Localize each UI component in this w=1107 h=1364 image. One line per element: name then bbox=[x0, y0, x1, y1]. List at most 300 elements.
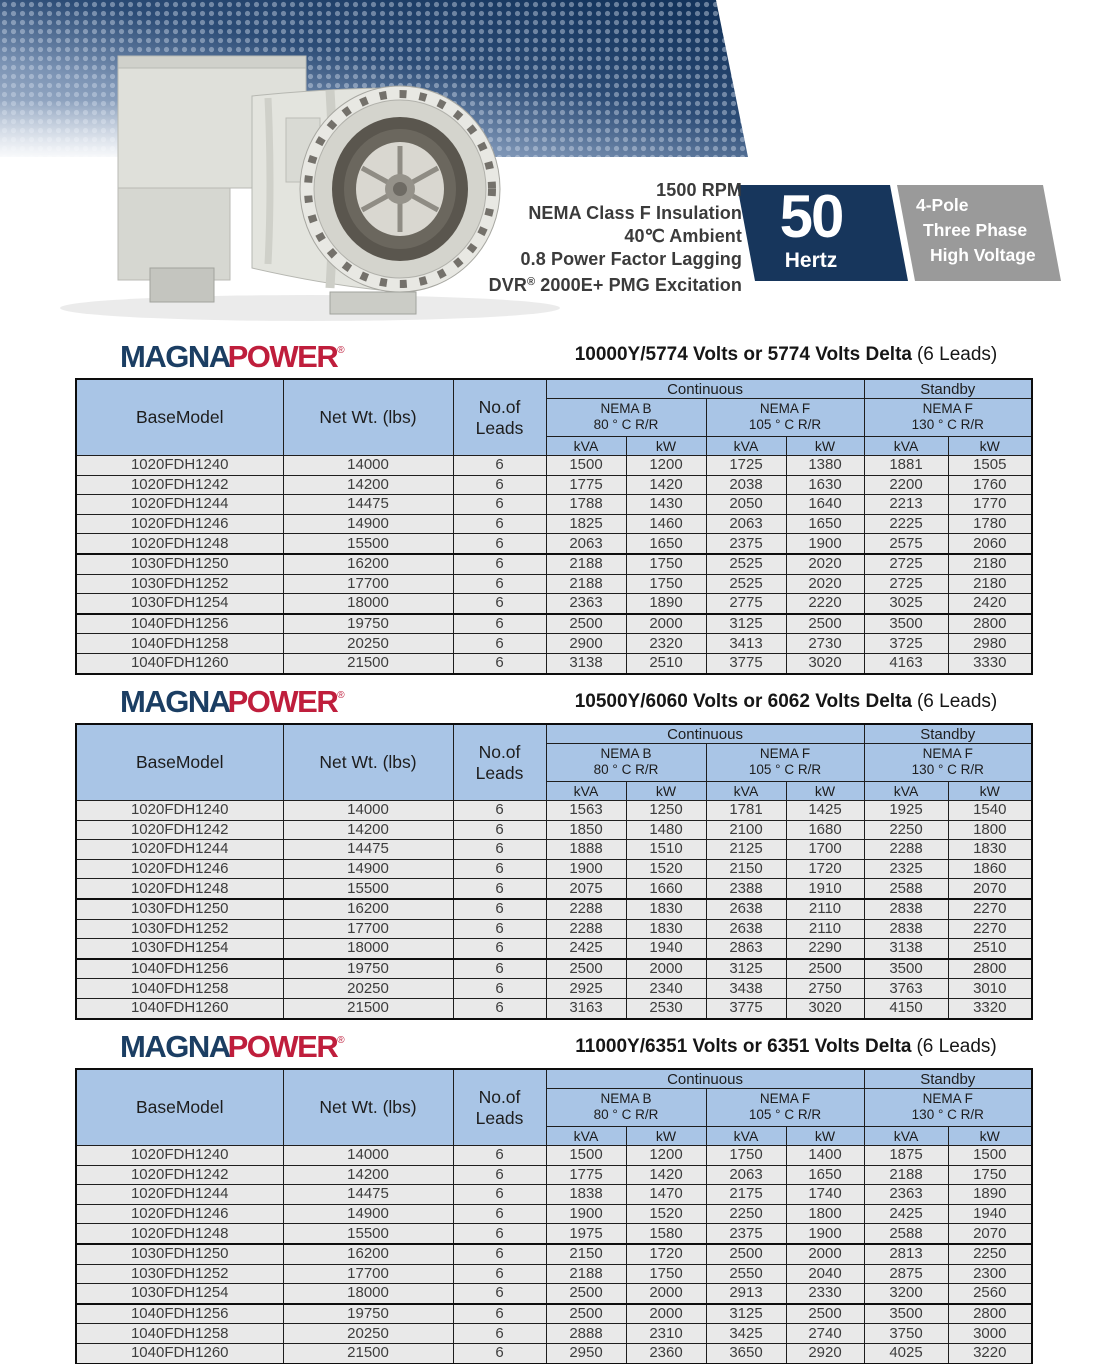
leads-cell: 6 bbox=[453, 1284, 546, 1304]
kw-cell: 2300 bbox=[948, 1264, 1032, 1284]
table-row bbox=[76, 594, 1032, 614]
net-wt-cell: 14000 bbox=[283, 801, 453, 821]
col-header-kw: kW bbox=[948, 781, 1032, 800]
col-header-kva: kVA bbox=[706, 781, 786, 800]
kw-cell: 2420 bbox=[948, 594, 1032, 614]
kw-cell: 1540 bbox=[948, 801, 1032, 821]
col-header-continuous: Continuous bbox=[546, 379, 864, 399]
col-header-standby: Standby bbox=[864, 1069, 1032, 1089]
leads-cell: 6 bbox=[453, 534, 546, 554]
base-model-cell: 1040FDH1260 bbox=[76, 1343, 283, 1363]
spec-table bbox=[75, 378, 1033, 675]
kva-cell: 3763 bbox=[864, 979, 948, 999]
kw-cell: 1750 bbox=[948, 1165, 1032, 1185]
table-row bbox=[76, 959, 1032, 979]
table-row bbox=[76, 1324, 1032, 1344]
col-header-standby: Standby bbox=[864, 379, 1032, 399]
table-row bbox=[76, 1304, 1032, 1324]
kw-cell: 2000 bbox=[626, 1304, 706, 1324]
kva-cell: 2500 bbox=[706, 1244, 786, 1264]
table-row bbox=[76, 456, 1032, 476]
leads-cell: 6 bbox=[453, 1304, 546, 1324]
kw-cell: 1940 bbox=[948, 1204, 1032, 1224]
kw-cell: 1750 bbox=[626, 554, 706, 574]
leads-cell: 6 bbox=[453, 1146, 546, 1166]
kva-cell: 2225 bbox=[864, 514, 948, 534]
kw-cell: 1740 bbox=[786, 1185, 864, 1205]
leads-cell: 6 bbox=[453, 998, 546, 1018]
col-header-nema-b: NEMA B 80 ° C R/R bbox=[546, 744, 706, 781]
kw-cell: 1470 bbox=[626, 1185, 706, 1205]
logo-registered-icon: ® bbox=[337, 690, 345, 701]
kw-cell: 2560 bbox=[948, 1284, 1032, 1304]
kva-cell: 2875 bbox=[864, 1264, 948, 1284]
spec-line-ambient: 40℃ Ambient bbox=[624, 226, 742, 246]
col-header-kw: kW bbox=[786, 781, 864, 800]
base-model-cell: 1030FDH1250 bbox=[76, 1244, 283, 1264]
base-model-cell: 1020FDH1242 bbox=[76, 820, 283, 840]
base-model-cell: 1030FDH1252 bbox=[76, 919, 283, 939]
net-wt-cell: 14000 bbox=[283, 456, 453, 476]
base-model-cell: 1030FDH1252 bbox=[76, 1264, 283, 1284]
kw-cell: 1680 bbox=[786, 820, 864, 840]
kva-cell: 1788 bbox=[546, 495, 626, 515]
kw-cell: 2340 bbox=[626, 979, 706, 999]
kva-cell: 2325 bbox=[864, 859, 948, 879]
kva-cell: 2375 bbox=[706, 534, 786, 554]
net-wt-cell: 16200 bbox=[283, 554, 453, 574]
kva-cell: 3500 bbox=[864, 959, 948, 979]
kva-cell: 2525 bbox=[706, 554, 786, 574]
kva-cell: 1500 bbox=[546, 456, 626, 476]
leads-cell: 6 bbox=[453, 456, 546, 476]
table-row bbox=[76, 939, 1032, 959]
net-wt-cell: 17700 bbox=[283, 1264, 453, 1284]
base-model-cell: 1020FDH1240 bbox=[76, 1146, 283, 1166]
kw-cell: 2500 bbox=[786, 1304, 864, 1324]
table-row bbox=[76, 514, 1032, 534]
base-model-cell: 1040FDH1258 bbox=[76, 979, 283, 999]
kw-cell: 3010 bbox=[948, 979, 1032, 999]
kva-cell: 2588 bbox=[864, 1224, 948, 1244]
table-row bbox=[76, 919, 1032, 939]
logo-power: POWER bbox=[227, 684, 338, 719]
net-wt-cell: 14900 bbox=[283, 859, 453, 879]
kva-cell: 3138 bbox=[546, 653, 626, 673]
net-wt-cell: 19750 bbox=[283, 1304, 453, 1324]
kva-cell: 2188 bbox=[546, 574, 626, 594]
col-header-kw: kW bbox=[786, 436, 864, 455]
table-row bbox=[76, 979, 1032, 999]
col-header-kva: kVA bbox=[864, 1126, 948, 1145]
net-wt-cell: 21500 bbox=[283, 653, 453, 673]
leads-cell: 6 bbox=[453, 1324, 546, 1344]
kva-cell: 2288 bbox=[864, 840, 948, 860]
kw-cell: 1900 bbox=[786, 534, 864, 554]
kw-cell: 2060 bbox=[948, 534, 1032, 554]
kw-cell: 1770 bbox=[948, 495, 1032, 515]
kva-cell: 2550 bbox=[706, 1264, 786, 1284]
kva-cell: 1775 bbox=[546, 475, 626, 495]
kva-cell: 3125 bbox=[706, 959, 786, 979]
col-header-base-model: BaseModel bbox=[76, 724, 283, 801]
net-wt-cell: 16200 bbox=[283, 899, 453, 919]
base-model-cell: 1020FDH1244 bbox=[76, 1185, 283, 1205]
kva-cell: 2188 bbox=[864, 1165, 948, 1185]
base-model-cell: 1020FDH1246 bbox=[76, 1204, 283, 1224]
kva-cell: 2900 bbox=[546, 634, 626, 654]
kva-cell: 2775 bbox=[706, 594, 786, 614]
table-row bbox=[76, 1343, 1032, 1363]
kva-cell: 3650 bbox=[706, 1343, 786, 1363]
kw-cell: 2500 bbox=[786, 959, 864, 979]
kw-cell: 1640 bbox=[786, 495, 864, 515]
kw-cell: 1630 bbox=[786, 475, 864, 495]
kva-cell: 2213 bbox=[864, 495, 948, 515]
kw-cell: 2320 bbox=[626, 634, 706, 654]
leads-cell: 6 bbox=[453, 840, 546, 860]
kva-cell: 2150 bbox=[546, 1244, 626, 1264]
kw-cell: 2360 bbox=[626, 1343, 706, 1363]
kva-cell: 2500 bbox=[546, 1284, 626, 1304]
net-wt-cell: 19750 bbox=[283, 959, 453, 979]
col-header-kva: kVA bbox=[546, 781, 626, 800]
table-row bbox=[76, 1165, 1032, 1185]
kva-cell: 1975 bbox=[546, 1224, 626, 1244]
col-header-base-model: BaseModel bbox=[76, 1069, 283, 1146]
header-row-main bbox=[76, 1069, 1032, 1089]
kw-cell: 1760 bbox=[948, 475, 1032, 495]
leads-cell: 6 bbox=[453, 1343, 546, 1363]
table-row bbox=[76, 1204, 1032, 1224]
kva-cell: 1500 bbox=[546, 1146, 626, 1166]
kva-cell: 2125 bbox=[706, 840, 786, 860]
net-wt-cell: 14900 bbox=[283, 514, 453, 534]
kw-cell: 1500 bbox=[948, 1146, 1032, 1166]
base-model-cell: 1040FDH1256 bbox=[76, 1304, 283, 1324]
base-model-cell: 1040FDH1256 bbox=[76, 614, 283, 634]
kva-cell: 2838 bbox=[864, 919, 948, 939]
spec-table bbox=[75, 723, 1033, 1020]
kva-cell: 2500 bbox=[546, 614, 626, 634]
col-header-continuous: Continuous bbox=[546, 1069, 864, 1089]
kw-cell: 3020 bbox=[786, 998, 864, 1018]
kva-cell: 2200 bbox=[864, 475, 948, 495]
kw-cell: 3000 bbox=[948, 1324, 1032, 1344]
magnapower-logo bbox=[120, 334, 345, 374]
kva-cell: 3138 bbox=[864, 939, 948, 959]
kva-cell: 3775 bbox=[706, 653, 786, 673]
kw-cell: 2000 bbox=[626, 614, 706, 634]
table-row bbox=[76, 614, 1032, 634]
kva-cell: 1781 bbox=[706, 801, 786, 821]
net-wt-cell: 14475 bbox=[283, 1185, 453, 1205]
base-model-cell: 1020FDH1242 bbox=[76, 1165, 283, 1185]
base-model-cell: 1030FDH1252 bbox=[76, 574, 283, 594]
leads-cell: 6 bbox=[453, 939, 546, 959]
kva-cell: 1850 bbox=[546, 820, 626, 840]
kva-cell: 2950 bbox=[546, 1343, 626, 1363]
base-model-cell: 1040FDH1256 bbox=[76, 959, 283, 979]
leads-cell: 6 bbox=[453, 919, 546, 939]
kw-cell: 1380 bbox=[786, 456, 864, 476]
spec-line-power-factor: 0.8 Power Factor Lagging bbox=[520, 249, 742, 269]
kva-cell: 2588 bbox=[864, 879, 948, 899]
leads-cell: 6 bbox=[453, 614, 546, 634]
col-header-nema-b: NEMA B 80 ° C R/R bbox=[546, 1089, 706, 1126]
net-wt-cell: 15500 bbox=[283, 879, 453, 899]
kw-cell: 1830 bbox=[948, 840, 1032, 860]
leads-cell: 6 bbox=[453, 959, 546, 979]
header-row-main bbox=[76, 724, 1032, 744]
kw-cell: 1780 bbox=[948, 514, 1032, 534]
kva-cell: 2188 bbox=[546, 554, 626, 574]
table-row bbox=[76, 574, 1032, 594]
kw-cell: 3330 bbox=[948, 653, 1032, 673]
kva-cell: 1881 bbox=[864, 456, 948, 476]
kw-cell: 1505 bbox=[948, 456, 1032, 476]
kva-cell: 1925 bbox=[864, 801, 948, 821]
kw-cell: 1940 bbox=[626, 939, 706, 959]
base-model-cell: 1030FDH1254 bbox=[76, 1284, 283, 1304]
kva-cell: 3725 bbox=[864, 634, 948, 654]
net-wt-cell: 14000 bbox=[283, 1146, 453, 1166]
col-header-nema-f-105: NEMA F 105 ° C R/R bbox=[706, 744, 864, 781]
kva-cell: 3438 bbox=[706, 979, 786, 999]
kva-cell: 2725 bbox=[864, 554, 948, 574]
kw-cell: 2070 bbox=[948, 1224, 1032, 1244]
net-wt-cell: 21500 bbox=[283, 998, 453, 1018]
kw-cell: 2750 bbox=[786, 979, 864, 999]
kw-cell: 1890 bbox=[626, 594, 706, 614]
logo-registered-icon: ® bbox=[337, 1035, 345, 1046]
pole-line-1: 4-Pole bbox=[916, 195, 969, 215]
kva-cell: 1888 bbox=[546, 840, 626, 860]
kva-cell: 2863 bbox=[706, 939, 786, 959]
kw-cell: 1700 bbox=[786, 840, 864, 860]
kw-cell: 2500 bbox=[786, 614, 864, 634]
kw-cell: 1720 bbox=[786, 859, 864, 879]
base-model-cell: 1040FDH1260 bbox=[76, 998, 283, 1018]
kw-cell: 1910 bbox=[786, 879, 864, 899]
table-row bbox=[76, 554, 1032, 574]
table-row bbox=[76, 1284, 1032, 1304]
net-wt-cell: 14200 bbox=[283, 1165, 453, 1185]
table-row bbox=[76, 1146, 1032, 1166]
kva-cell: 2500 bbox=[546, 959, 626, 979]
leads-cell: 6 bbox=[453, 554, 546, 574]
leads-cell: 6 bbox=[453, 859, 546, 879]
kw-cell: 1425 bbox=[786, 801, 864, 821]
logo-magna: MAGNA bbox=[120, 339, 230, 374]
net-wt-cell: 20250 bbox=[283, 634, 453, 654]
kw-cell: 3220 bbox=[948, 1343, 1032, 1363]
kva-cell: 2388 bbox=[706, 879, 786, 899]
net-wt-cell: 20250 bbox=[283, 1324, 453, 1344]
col-header-nema-f-105: NEMA F 105 ° C R/R bbox=[706, 1089, 864, 1126]
net-wt-cell: 14200 bbox=[283, 475, 453, 495]
table-row bbox=[76, 495, 1032, 515]
spec-line-excitation: DVR® 2000E+ PMG Excitation bbox=[488, 275, 742, 295]
kva-cell: 2288 bbox=[546, 899, 626, 919]
kw-cell: 1860 bbox=[948, 859, 1032, 879]
leads-cell: 6 bbox=[453, 899, 546, 919]
kva-cell: 1875 bbox=[864, 1146, 948, 1166]
kw-cell: 2000 bbox=[626, 1284, 706, 1304]
leads-cell: 6 bbox=[453, 495, 546, 515]
kva-cell: 2063 bbox=[706, 1165, 786, 1185]
header-row-main bbox=[76, 379, 1032, 399]
kw-cell: 1520 bbox=[626, 859, 706, 879]
kw-cell: 1460 bbox=[626, 514, 706, 534]
logo-power: POWER bbox=[227, 339, 338, 374]
kw-cell: 2000 bbox=[626, 959, 706, 979]
pole-line-3: High Voltage bbox=[930, 245, 1036, 265]
leads-cell: 6 bbox=[453, 634, 546, 654]
kva-cell: 3125 bbox=[706, 1304, 786, 1324]
net-wt-cell: 14475 bbox=[283, 495, 453, 515]
kva-cell: 2638 bbox=[706, 919, 786, 939]
freq-value: 50 bbox=[779, 183, 843, 250]
kva-cell: 4150 bbox=[864, 998, 948, 1018]
kw-cell: 2510 bbox=[626, 653, 706, 673]
leads-cell: 6 bbox=[453, 1264, 546, 1284]
kw-cell: 2110 bbox=[786, 899, 864, 919]
kw-cell: 1720 bbox=[626, 1244, 706, 1264]
kw-cell: 1900 bbox=[786, 1224, 864, 1244]
col-header-kva: kVA bbox=[706, 1126, 786, 1145]
table-row bbox=[76, 1185, 1032, 1205]
kw-cell: 2020 bbox=[786, 554, 864, 574]
base-model-cell: 1020FDH1244 bbox=[76, 840, 283, 860]
kva-cell: 2425 bbox=[864, 1204, 948, 1224]
kw-cell: 2250 bbox=[948, 1244, 1032, 1264]
freq-unit: Hertz bbox=[784, 249, 838, 272]
logo-magna: MAGNA bbox=[120, 684, 230, 719]
kva-cell: 3125 bbox=[706, 614, 786, 634]
col-header-net-wt: Net Wt. (lbs) bbox=[283, 1069, 453, 1146]
kva-cell: 2500 bbox=[546, 1304, 626, 1324]
kw-cell: 2800 bbox=[948, 959, 1032, 979]
kva-cell: 1725 bbox=[706, 456, 786, 476]
kva-cell: 1900 bbox=[546, 1204, 626, 1224]
kva-cell: 2425 bbox=[546, 939, 626, 959]
magnapower-logo bbox=[120, 679, 345, 719]
net-wt-cell: 17700 bbox=[283, 574, 453, 594]
leads-cell: 6 bbox=[453, 1185, 546, 1205]
kva-cell: 3025 bbox=[864, 594, 948, 614]
kw-cell: 2020 bbox=[786, 574, 864, 594]
net-wt-cell: 15500 bbox=[283, 1224, 453, 1244]
rating-table-10000y bbox=[75, 378, 1033, 675]
kva-cell: 3200 bbox=[864, 1284, 948, 1304]
kva-cell: 2150 bbox=[706, 859, 786, 879]
kw-cell: 1250 bbox=[626, 801, 706, 821]
kw-cell: 1510 bbox=[626, 840, 706, 860]
kw-cell: 2070 bbox=[948, 879, 1032, 899]
table-row bbox=[76, 534, 1032, 554]
kw-cell: 2530 bbox=[626, 998, 706, 1018]
base-model-cell: 1020FDH1248 bbox=[76, 1224, 283, 1244]
kw-cell: 1800 bbox=[786, 1204, 864, 1224]
base-model-cell: 1030FDH1250 bbox=[76, 554, 283, 574]
col-header-nema-f-130: NEMA F 130 ° C R/R bbox=[864, 399, 1032, 436]
kva-cell: 3500 bbox=[864, 614, 948, 634]
col-header-continuous: Continuous bbox=[546, 724, 864, 744]
kva-cell: 1563 bbox=[546, 801, 626, 821]
kw-cell: 2510 bbox=[948, 939, 1032, 959]
kva-cell: 2725 bbox=[864, 574, 948, 594]
base-model-cell: 1020FDH1242 bbox=[76, 475, 283, 495]
kva-cell: 2250 bbox=[864, 820, 948, 840]
base-model-cell: 1020FDH1246 bbox=[76, 859, 283, 879]
kw-cell: 1580 bbox=[626, 1224, 706, 1244]
kva-cell: 1900 bbox=[546, 859, 626, 879]
pole-badge-lines bbox=[916, 193, 1066, 268]
kw-cell: 1750 bbox=[626, 574, 706, 594]
spec-line-insulation: NEMA Class F Insulation bbox=[528, 203, 742, 223]
col-header-net-wt: Net Wt. (lbs) bbox=[283, 724, 453, 801]
kva-cell: 2375 bbox=[706, 1224, 786, 1244]
logo-power: POWER bbox=[227, 1029, 338, 1064]
table-row bbox=[76, 1244, 1032, 1264]
net-wt-cell: 21500 bbox=[283, 1343, 453, 1363]
table-row bbox=[76, 899, 1032, 919]
kva-cell: 2100 bbox=[706, 820, 786, 840]
kw-cell: 1400 bbox=[786, 1146, 864, 1166]
col-header-kw: kW bbox=[948, 436, 1032, 455]
kva-cell: 2525 bbox=[706, 574, 786, 594]
kva-cell: 2913 bbox=[706, 1284, 786, 1304]
base-model-cell: 1020FDH1248 bbox=[76, 534, 283, 554]
leads-cell: 6 bbox=[453, 574, 546, 594]
kw-cell: 3320 bbox=[948, 998, 1032, 1018]
kw-cell: 2040 bbox=[786, 1264, 864, 1284]
base-model-cell: 1020FDH1244 bbox=[76, 495, 283, 515]
kva-cell: 3500 bbox=[864, 1304, 948, 1324]
col-header-nema-f-130: NEMA F 130 ° C R/R bbox=[864, 1089, 1032, 1126]
kw-cell: 1830 bbox=[626, 919, 706, 939]
base-model-cell: 1040FDH1260 bbox=[76, 653, 283, 673]
kva-cell: 3775 bbox=[706, 998, 786, 1018]
base-model-cell: 1020FDH1246 bbox=[76, 514, 283, 534]
kw-cell: 2740 bbox=[786, 1324, 864, 1344]
kw-cell: 2310 bbox=[626, 1324, 706, 1344]
leads-cell: 6 bbox=[453, 1165, 546, 1185]
magnapower-logo bbox=[120, 1024, 345, 1064]
table-row bbox=[76, 820, 1032, 840]
net-wt-cell: 15500 bbox=[283, 534, 453, 554]
kva-cell: 2288 bbox=[546, 919, 626, 939]
net-wt-cell: 18000 bbox=[283, 594, 453, 614]
kva-cell: 3750 bbox=[864, 1324, 948, 1344]
leads-cell: 6 bbox=[453, 514, 546, 534]
kw-cell: 1650 bbox=[786, 514, 864, 534]
table-row bbox=[76, 1264, 1032, 1284]
kva-cell: 2050 bbox=[706, 495, 786, 515]
kw-cell: 2180 bbox=[948, 554, 1032, 574]
voltage-title-3: 11000Y/6351 Volts or 6351 Volts Delta (6 Leads) bbox=[575, 1036, 997, 1057]
kva-cell: 4163 bbox=[864, 653, 948, 673]
hero-spec-list bbox=[300, 179, 742, 297]
kw-cell: 1200 bbox=[626, 1146, 706, 1166]
spec-line-rpm: 1500 RPM bbox=[656, 180, 742, 200]
kva-cell: 3425 bbox=[706, 1324, 786, 1344]
logo-registered-icon: ® bbox=[337, 345, 345, 356]
voltage-title-2: 10500Y/6060 Volts or 6062 Volts Delta (6 Leads) bbox=[574, 691, 998, 712]
kva-cell: 2575 bbox=[864, 534, 948, 554]
col-header-base-model: BaseModel bbox=[76, 379, 283, 456]
